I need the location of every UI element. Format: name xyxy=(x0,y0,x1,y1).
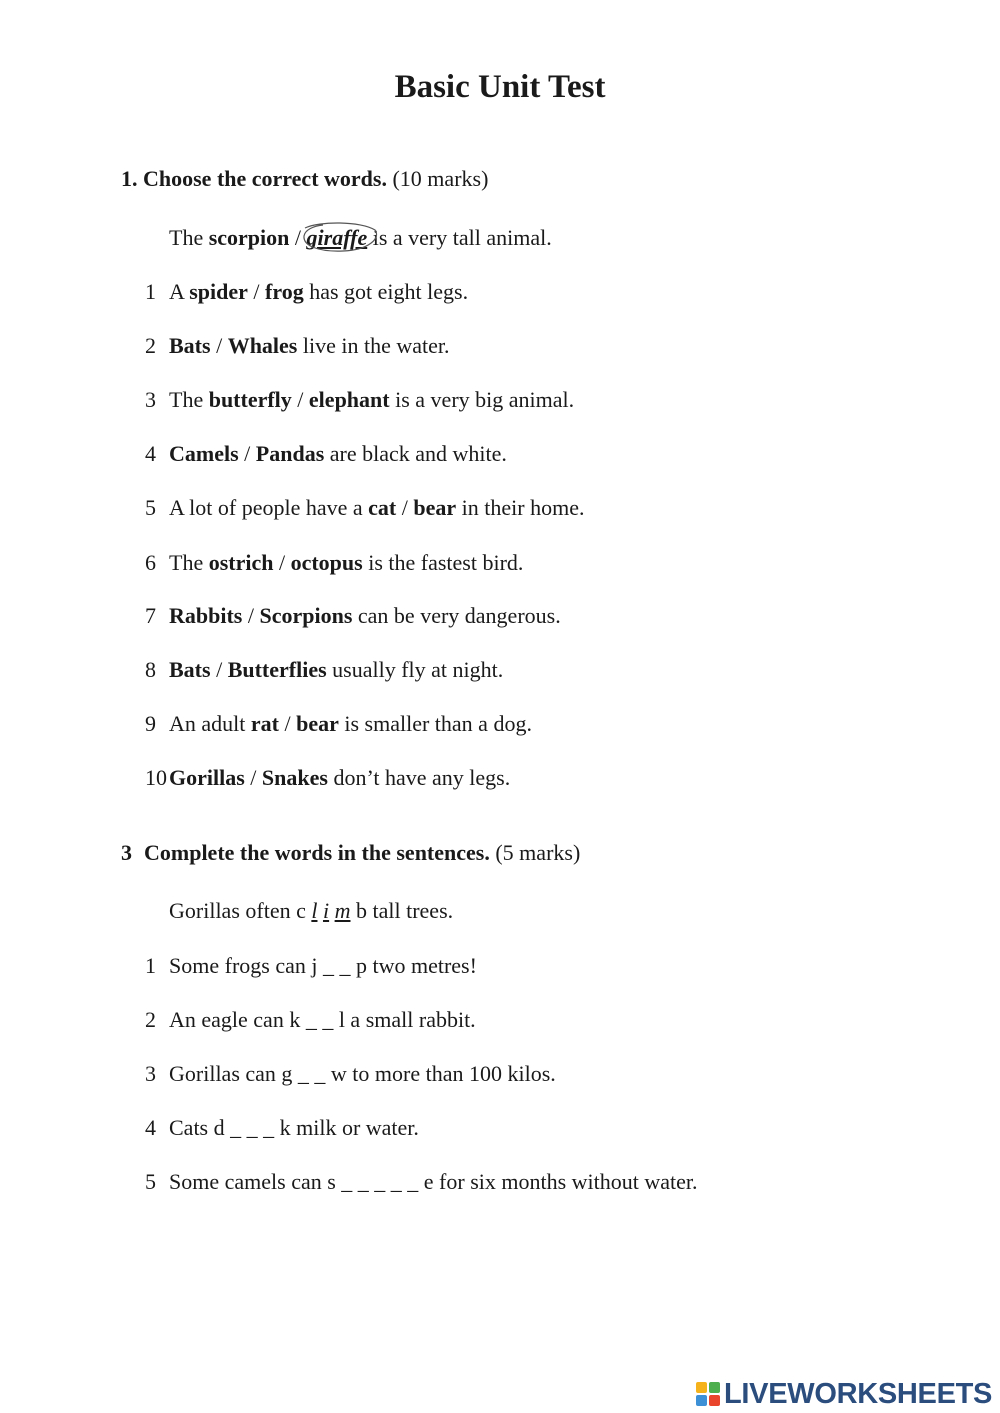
example-sep: / xyxy=(289,225,307,250)
question-number: 7 xyxy=(145,603,156,628)
option-b[interactable]: Whales xyxy=(227,333,298,358)
question-post: is a very big animal. xyxy=(389,387,575,412)
question-number: 8 xyxy=(145,657,156,682)
example3-letter-2: i xyxy=(322,898,330,923)
question-item xyxy=(145,709,532,739)
option-a[interactable]: butterfly xyxy=(208,387,292,412)
option-a[interactable]: cat xyxy=(368,495,397,520)
question-number: 2 xyxy=(145,1007,156,1032)
completion-sentence[interactable]: Some camels can s _ _ _ _ _ e for six months without water. xyxy=(169,1169,698,1194)
question-item xyxy=(145,439,507,469)
option-separator: / xyxy=(396,495,414,520)
question-post: in their home. xyxy=(456,495,585,520)
completion-sentence[interactable]: Cats d _ _ _ k milk or water. xyxy=(169,1115,419,1140)
liveworksheets-logo[interactable] xyxy=(696,1376,992,1412)
option-separator: / xyxy=(238,441,256,466)
option-b[interactable]: frog xyxy=(265,279,304,304)
option-separator: / xyxy=(291,387,309,412)
option-b[interactable]: octopus xyxy=(290,550,363,575)
example3-pre: Gorillas often c xyxy=(169,898,312,923)
question-post: is smaller than a dog. xyxy=(338,711,532,736)
question-number: 9 xyxy=(145,711,156,736)
example-post: is a very tall animal. xyxy=(367,225,552,250)
question-post: live in the water. xyxy=(297,333,450,358)
question-item xyxy=(145,548,523,578)
question-post: don’t have any legs. xyxy=(327,765,511,790)
example3-letter-1: l xyxy=(311,898,318,923)
section3-marks: (5 marks) xyxy=(495,840,581,865)
example-option-a: scorpion xyxy=(208,225,290,250)
question-item xyxy=(145,331,450,361)
question-pre: The xyxy=(169,550,209,575)
question-item xyxy=(145,763,510,793)
completion-item[interactable] xyxy=(145,951,477,981)
option-a[interactable]: Bats xyxy=(169,657,211,682)
option-a[interactable]: rat xyxy=(250,711,279,736)
question-number: 5 xyxy=(145,495,156,520)
completion-sentence[interactable]: Gorillas can g _ _ w to more than 100 kilos. xyxy=(169,1061,556,1086)
option-b[interactable]: Butterflies xyxy=(227,657,327,682)
completion-item[interactable] xyxy=(145,1005,476,1035)
question-number: 6 xyxy=(145,550,156,575)
option-b[interactable]: elephant xyxy=(308,387,390,412)
question-post: can be very dangerous. xyxy=(352,603,561,628)
option-separator: / xyxy=(210,657,228,682)
example3-letter-3: m xyxy=(334,898,351,923)
example-option-b: giraffe xyxy=(306,225,368,250)
completion-sentence[interactable]: An eagle can k _ _ l a small rabbit. xyxy=(169,1007,476,1032)
option-a[interactable]: Gorillas xyxy=(169,765,245,790)
option-separator: / xyxy=(210,333,228,358)
section3-example xyxy=(169,896,453,926)
question-number: 5 xyxy=(145,1169,156,1194)
section3-title: Complete the words in the sentences. xyxy=(144,840,490,865)
question-pre: An adult xyxy=(169,711,251,736)
question-number: 3 xyxy=(145,387,156,412)
question-item xyxy=(145,601,561,631)
liveworksheets-logo-icon xyxy=(696,1382,720,1406)
completion-item[interactable] xyxy=(145,1113,419,1143)
question-item xyxy=(145,385,574,415)
question-pre: The xyxy=(169,387,209,412)
option-separator: / xyxy=(273,550,291,575)
section3-heading xyxy=(121,838,580,868)
option-b[interactable]: Pandas xyxy=(255,441,325,466)
question-number: 3 xyxy=(145,1061,156,1086)
question-item xyxy=(145,493,584,523)
section1-marks: (10 marks) xyxy=(392,166,489,191)
hand-drawn-circle-icon xyxy=(299,220,381,256)
question-pre: A xyxy=(169,279,190,304)
example-pre: The xyxy=(169,225,209,250)
logo-text: LIVEWORKSHEETS xyxy=(724,1378,993,1410)
section3-number: 3 xyxy=(121,840,132,865)
section1-title: Choose the correct words. xyxy=(143,166,387,191)
question-post: usually fly at night. xyxy=(326,657,504,682)
question-number: 4 xyxy=(145,1115,156,1140)
question-number: 2 xyxy=(145,333,156,358)
example-answer-circled xyxy=(307,223,368,253)
question-post: is the fastest bird. xyxy=(362,550,524,575)
option-separator: / xyxy=(278,711,297,736)
option-a[interactable]: spider xyxy=(189,279,248,304)
option-a[interactable]: ostrich xyxy=(208,550,274,575)
option-a[interactable]: Camels xyxy=(169,441,239,466)
option-b[interactable]: Scorpions xyxy=(259,603,353,628)
section1-number: 1. xyxy=(121,166,138,191)
question-number: 1 xyxy=(145,953,156,978)
question-item xyxy=(145,655,503,685)
question-post: are black and white. xyxy=(324,441,507,466)
option-separator: / xyxy=(247,279,265,304)
page-title: Basic Unit Test xyxy=(394,69,606,105)
option-b[interactable]: bear xyxy=(413,495,457,520)
question-number: 4 xyxy=(145,441,156,466)
option-a[interactable]: Bats xyxy=(169,333,211,358)
option-a[interactable]: Rabbits xyxy=(169,603,243,628)
option-b[interactable]: bear xyxy=(296,711,339,736)
completion-item[interactable] xyxy=(145,1059,556,1089)
section1-example xyxy=(169,223,552,253)
question-pre: A lot of people have a xyxy=(169,495,369,520)
completion-sentence[interactable]: Some frogs can j _ _ p two metres! xyxy=(169,953,477,978)
option-b[interactable]: Snakes xyxy=(261,765,328,790)
completion-item[interactable] xyxy=(145,1167,698,1197)
question-post: has got eight legs. xyxy=(303,279,469,304)
question-number: 1 xyxy=(145,279,156,304)
option-separator: / xyxy=(244,765,262,790)
question-number: 10 xyxy=(145,765,167,790)
example3-post: b tall trees. xyxy=(350,898,454,923)
section1-heading xyxy=(121,164,488,194)
option-separator: / xyxy=(242,603,260,628)
question-item xyxy=(145,277,468,307)
